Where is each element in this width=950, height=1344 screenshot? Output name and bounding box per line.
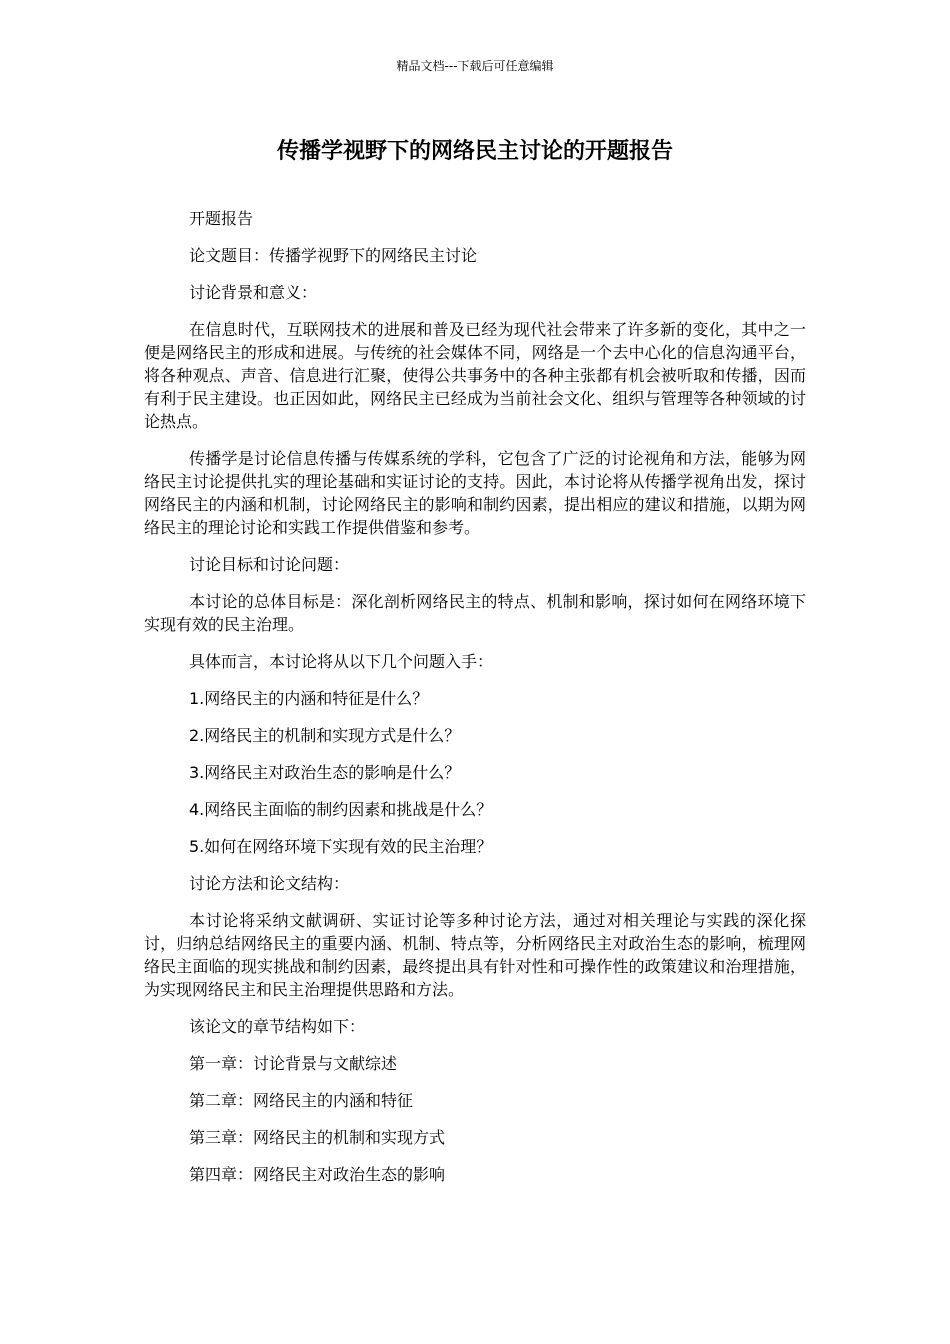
paragraph-objective: 本讨论的总体目标是：深化剖析网络民主的特点、机制和影响，探讨如何在网络环境下实现有效的民主治理。 — [144, 592, 806, 634]
section-heading-objectives: 讨论目标和讨论问题： — [189, 555, 350, 574]
paragraph-background-1: 在信息时代，互联网技术的进展和普及已经为现代社会带来了许多新的变化，其中之一便是网络民主的形成和进展。与传统的社会媒体不同，网络是一个去中心化的信息沟通平台，将各种观点、声音、信息进行汇聚，使得公共事务中的各种主张都有机会被听取和传播，因而有利于民主建设。也正因如此，网络民主已经成为当前社会文化、组织与管理等各种领域的讨论热点。 — [144, 320, 806, 431]
running-header: 精品文档---下载后可任意编辑 — [396, 59, 554, 73]
paragraph-questions-intro: 具体而言，本讨论将从以下几个问题入手： — [189, 652, 494, 671]
document-body — [144, 207, 806, 1200]
section-heading-methods: 讨论方法和论文结构： — [189, 874, 350, 893]
chapter-item-2: 第二章：网络民主的内涵和特征 — [189, 1091, 414, 1110]
paragraph-structure-intro: 该论文的章节结构如下： — [189, 1017, 366, 1036]
chapter-item-3: 第三章：网络民主的机制和实现方式 — [189, 1128, 446, 1147]
section-heading-background: 讨论背景和意义： — [189, 283, 318, 302]
paragraph-thesis-title: 论文题目：传播学视野下的网络民主讨论 — [189, 246, 478, 265]
paragraph-methods: 本讨论将采纳文献调研、实证讨论等多种讨论方法，通过对相关理论与实践的深化探讨，归纳总结网络民主的重要内涵、机制、特点等，分析网络民主对政治生态的影响，梳理网络民主面临的现实挑战和制约因素，最终提出具有针对性和可操作性的政策建议和治理措施，为实现网络民主和民主治理提供思路和方法。 — [144, 911, 806, 999]
paragraph-background-2: 传播学是讨论信息传播与传媒系统的学科，它包含了广泛的讨论视角和方法，能够为网络民主讨论提供扎实的理论基础和实证讨论的支持。因此，本讨论将从传播学视角出发，探讨网络民主的内涵和机制，讨论网络民主的影响和制约因素，提出相应的建议和措施，以期为网络民主的理论讨论和实践工作提供借鉴和参考。 — [144, 449, 806, 537]
paragraph-report-label: 开题报告 — [189, 209, 254, 228]
question-item-5: 5.如何在网络环境下实现有效的民主治理？ — [189, 837, 493, 856]
question-item-3: 3.网络民主对政治生态的影响是什么？ — [189, 763, 461, 782]
question-item-2: 2.网络民主的机制和实现方式是什么？ — [189, 726, 461, 745]
question-item-4: 4.网络民主面临的制约因素和挑战是什么？ — [189, 800, 493, 819]
document-title: 传播学视野下的网络民主讨论的开题报告 — [276, 139, 673, 164]
chapter-item-1: 第一章：讨论背景与文献综述 — [189, 1054, 398, 1073]
chapter-item-4: 第四章：网络民主对政治生态的影响 — [189, 1165, 446, 1184]
question-item-1: 1.网络民主的内涵和特征是什么？ — [189, 689, 429, 708]
